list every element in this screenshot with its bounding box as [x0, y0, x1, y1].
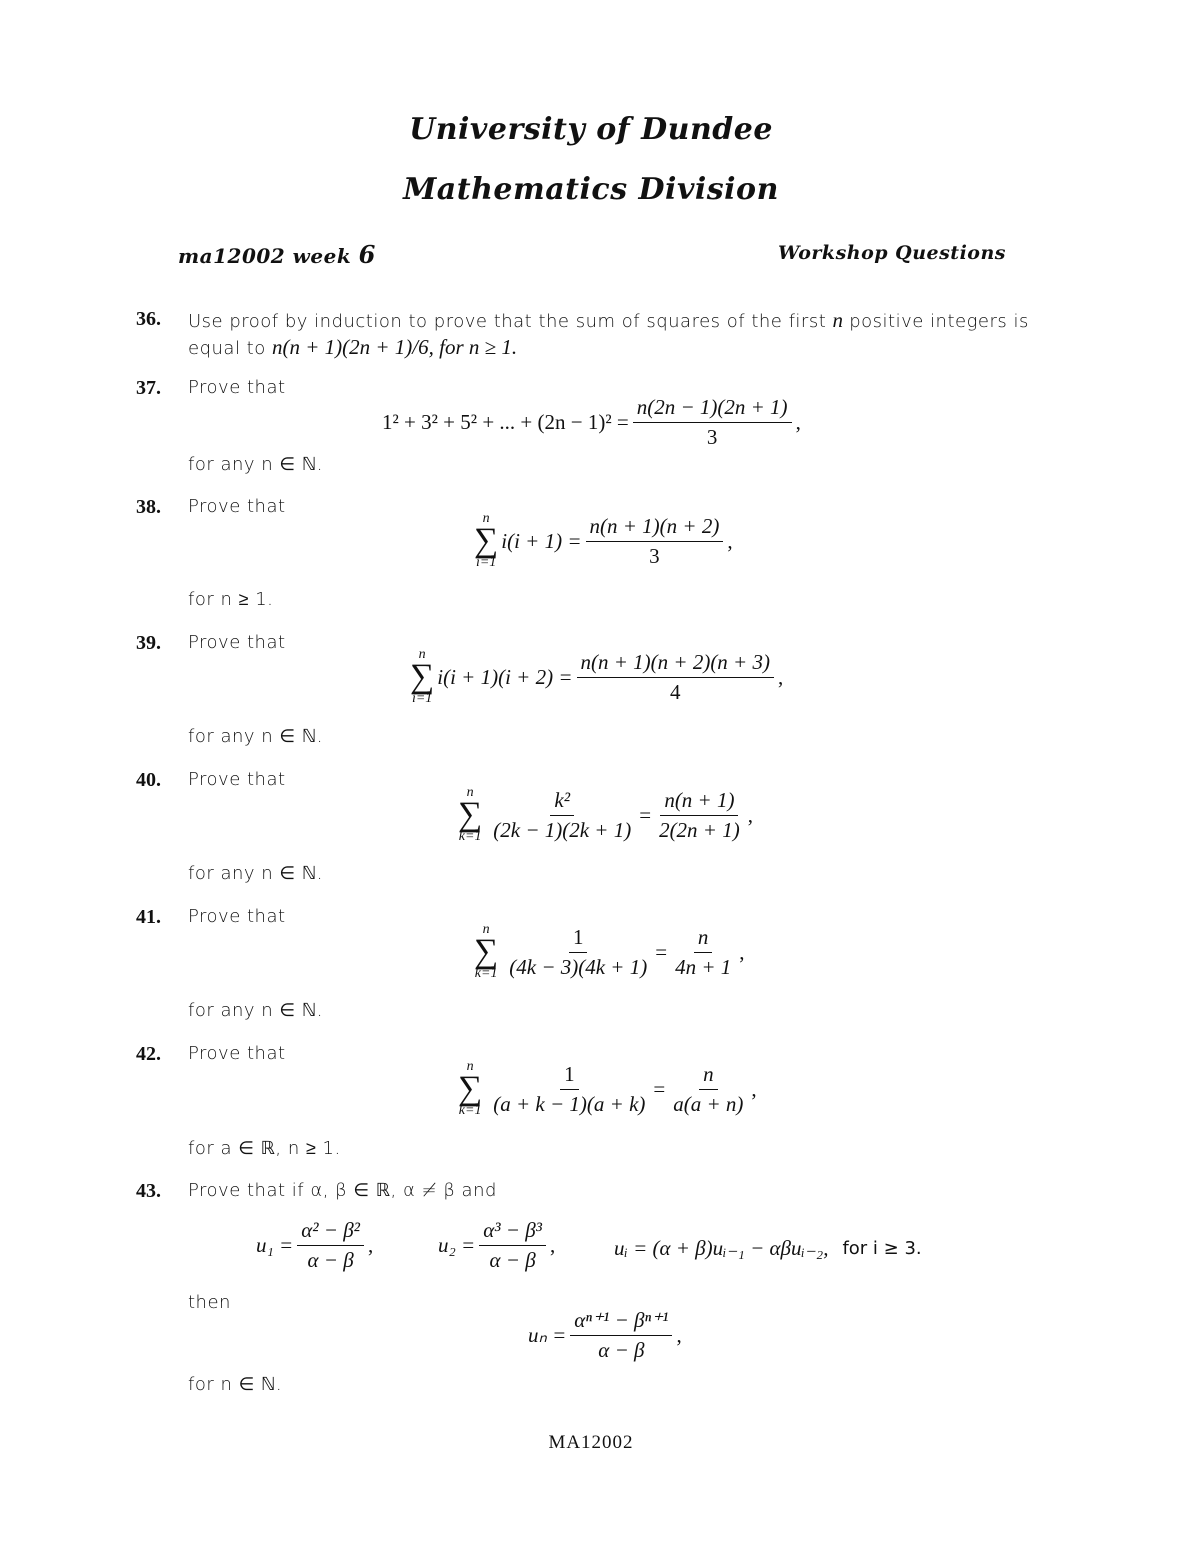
fraction-numerator: n(n + 1) [660, 788, 738, 816]
question-number: 37. [136, 377, 161, 399]
question-number: 43. [136, 1180, 161, 1202]
fraction-denominator: α − β [489, 1248, 536, 1272]
question-number: 39. [136, 632, 161, 654]
summation: n ∑ k=1 [474, 922, 499, 981]
fraction-denominator: α − β [598, 1338, 645, 1362]
fraction-denominator: 2(2n + 1) [659, 817, 740, 842]
sum-upper: n [482, 511, 490, 526]
question-text-line: positive integers is [849, 311, 1029, 332]
page-footer: MA12002 [548, 1432, 634, 1453]
fraction [586, 514, 724, 569]
math-expression: n(n + 1)(2n + 1)/6, for n ≥ 1. [271, 335, 518, 359]
fraction-numerator: α² − β² [297, 1218, 364, 1246]
sum-lower: k=1 [458, 1103, 482, 1118]
equation-un: uₙ = $\frac{\text{αⁿ⁺¹ − βⁿ⁺¹}}{\alpha - \beta}$ , [528, 1308, 682, 1362]
question-condition: for any n ∈ ℕ. [188, 454, 323, 475]
summation: n ∑ k=1 [458, 785, 483, 844]
question-condition: for any n ∈ ℕ. [188, 1000, 323, 1021]
equation-lhs: i(i + 1) = [501, 528, 582, 553]
sum-upper: n [466, 785, 474, 800]
fraction-numerator: n(2n − 1)(2n + 1) [633, 395, 792, 423]
fraction [655, 788, 744, 843]
equation: n ∑ k=1 $\frac{1}{(a + k - 1)(a + k)}$ = $\frac{n}{a(a + n)}$ , [458, 1059, 757, 1118]
sheet-type: Workshop Questions [777, 242, 1006, 264]
question-text: Prove that [188, 377, 286, 398]
question-number: 40. [136, 769, 161, 791]
question-text: then [188, 1292, 231, 1313]
question-text: Prove that [188, 906, 286, 927]
question-text: Prove that if α, β ∈ ℝ, α ≠ β and [188, 1180, 497, 1201]
equation-lhs: u₁ = [256, 1233, 294, 1257]
equation: n ∑ i=1 i(i + 1)(i + 2) = $\frac{n(n + 1)(n + 2)(n + 3)}{4}$ , [410, 647, 784, 706]
question-text: Prove that [188, 496, 286, 517]
question-number: 42. [136, 1043, 161, 1065]
question-number: 38. [136, 496, 161, 518]
fraction-denominator: (a + k − 1)(a + k) [493, 1091, 646, 1116]
fraction [669, 1062, 747, 1117]
question-text: Prove that [188, 632, 286, 653]
fraction [570, 1308, 672, 1363]
recurrence-condition: for i ≥ 3. [842, 1238, 922, 1259]
fraction-numerator: αⁿ⁺¹ − βⁿ⁺¹ [570, 1308, 672, 1336]
fraction-denominator: α − β [307, 1248, 354, 1272]
equation-lhs: 1² + 3² + 5² + ... + (2n − 1)² = [382, 410, 629, 434]
fraction-denominator: 4n + 1 [675, 954, 732, 979]
fraction-numerator: k² [550, 788, 574, 816]
question-text [188, 335, 517, 360]
university-title: University of Dundee [409, 112, 773, 147]
equation: n ∑ i=1 i(i + 1) = $\frac{n(n + 1)(n + 2)}{3}$ , [474, 511, 733, 570]
fraction [505, 925, 651, 980]
fraction-denominator: (4k − 3)(4k + 1) [509, 954, 648, 979]
question-number: 36. [136, 308, 161, 330]
fraction [297, 1218, 364, 1273]
equation: 1² + 3² + 5² + ... + (2n − 1)² = $\frac{n(2n - 1)(2n + 1)}{3}$ , [382, 395, 801, 449]
course-prefix: ma12002 week [178, 244, 352, 268]
fraction-denominator: 4 [669, 679, 681, 704]
fraction-numerator: 1 [569, 925, 588, 953]
fraction [489, 788, 635, 843]
fraction-numerator: 1 [560, 1062, 579, 1090]
fraction-denominator: 3 [649, 543, 660, 568]
sum-lower: i=1 [475, 555, 497, 570]
equation-u1: u₁ = $\frac{\text{α² − β²}}{\alpha - \beta}$ , [256, 1218, 374, 1272]
course-label [178, 240, 376, 269]
recurrence: uᵢ = (α + β)uᵢ₋₁ − αβuᵢ₋₂, [614, 1236, 829, 1260]
division-title: Mathematics Division [403, 172, 779, 207]
fraction-numerator: α³ − β³ [479, 1218, 546, 1246]
fraction [479, 1218, 546, 1273]
sum-lower: k=1 [474, 966, 498, 981]
fraction [577, 650, 774, 705]
question-condition: for any n ∈ ℕ. [188, 863, 323, 884]
question-condition: for n ∈ ℕ. [188, 1374, 283, 1395]
fraction-denominator: a(a + n) [673, 1091, 744, 1116]
equation-lhs: uₙ = [528, 1323, 567, 1347]
equation-u2: u₂ = $\frac{\text{α³ − β³}}{\alpha - \beta}$ , [438, 1218, 556, 1272]
question-text [188, 308, 1029, 333]
summation: n ∑ k=1 [458, 1059, 483, 1118]
summation: n ∑ i=1 [474, 511, 499, 570]
fraction [489, 1062, 649, 1117]
sum-upper: n [482, 922, 490, 937]
fraction-numerator: n [694, 925, 713, 953]
question-text: Prove that [188, 769, 286, 790]
question-text-line: Use proof by induction to prove that the sum of squares of the first [188, 311, 827, 332]
fraction-numerator: n(n + 1)(n + 2)(n + 3) [577, 650, 774, 678]
summation: n ∑ i=1 [410, 647, 435, 706]
sum-lower: k=1 [458, 829, 482, 844]
question-text: Prove that [188, 1043, 286, 1064]
question-text-line: equal to [188, 338, 266, 359]
question-number: 41. [136, 906, 161, 928]
equation-ui [614, 1236, 922, 1261]
sum-lower: i=1 [411, 691, 433, 706]
sum-upper: n [466, 1059, 474, 1074]
equation-lhs: i(i + 1)(i + 2) = [437, 664, 573, 689]
question-condition: for n ≥ 1. [188, 589, 274, 610]
sum-upper: n [418, 647, 426, 662]
equation-lhs: u₂ = [438, 1233, 476, 1257]
fraction [633, 395, 792, 450]
fraction-denominator: 3 [706, 425, 718, 449]
fraction-numerator: n(n + 1)(n + 2) [586, 514, 724, 542]
question-condition: for a ∈ ℝ, n ≥ 1. [188, 1138, 341, 1159]
math-var: n [832, 308, 843, 332]
equation: n ∑ k=1 $\frac{\text{k²}}{(2k - 1)(2k + 1)}$ = $\frac{n(n + 1)}{2(2n + 1)}$ , [458, 785, 753, 844]
fraction-denominator: (2k − 1)(2k + 1) [493, 817, 632, 842]
equation: n ∑ k=1 $\frac{1}{(4k - 3)(4k + 1)}$ = $\frac{n}{4n + 1}$ , [474, 922, 745, 981]
question-condition: for any n ∈ ℕ. [188, 726, 323, 747]
week-number: 6 [358, 240, 376, 269]
fraction [671, 925, 735, 980]
fraction-numerator: n [699, 1062, 718, 1090]
